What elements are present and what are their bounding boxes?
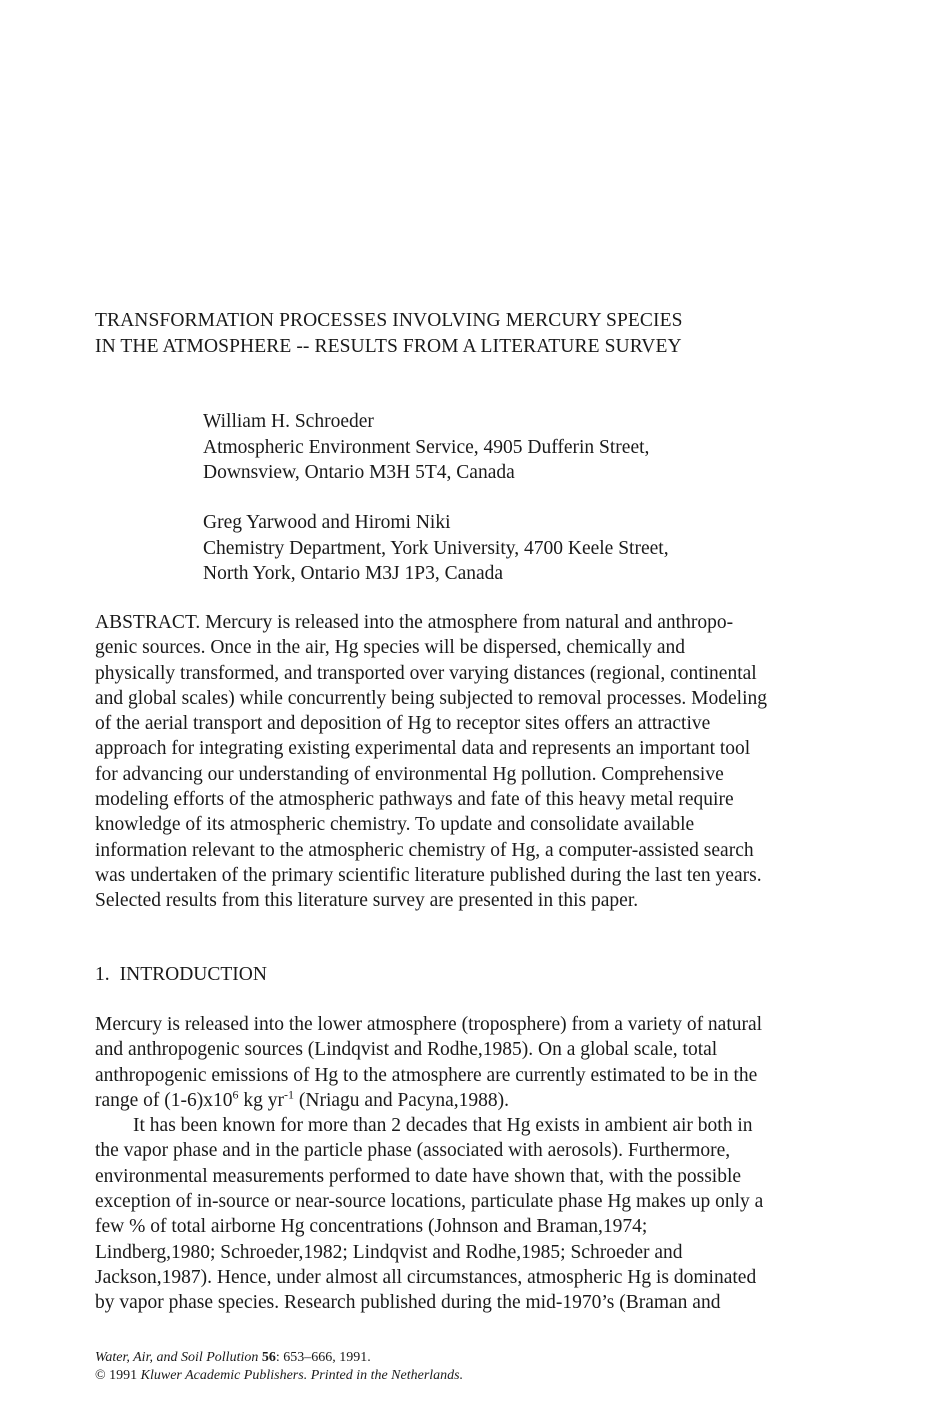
abstract-line: ABSTRACT. Mercury is released into the atmosphere from natural and anthropo- [95,612,734,633]
copyright-year: 1991 [109,1368,138,1383]
abstract-line: Selected results from this literature survey are presented in this paper. [95,890,639,912]
author-affiliation-line: Atmospheric Environment Service, 4905 Dufferin Street, [203,436,650,458]
section-number: 1. [95,964,110,985]
citation-line [95,1349,463,1367]
author-name: Greg Yarwood and Hiromi Niki [203,512,451,533]
abstract-line: genic sources. Once in the air, Hg species will be dispersed, chemically and [95,637,685,659]
copyright-line [95,1367,463,1385]
body-line: Jackson,1987). Hence, under almost all circumstances, atmospheric Hg is dominated [95,1266,757,1288]
body-line: the vapor phase and in the particle phase (associated with aerosols). Furthermore, [95,1140,731,1162]
title-line-1: TRANSFORMATION PROCESSES INVOLVING MERCURY SPECIES [95,310,683,331]
author-name: William H. Schroeder [203,411,374,432]
copyright-symbol: © [95,1368,106,1383]
title-line-2: IN THE ATMOSPHERE -- RESULTS FROM A LITERATURE SURVEY [95,336,682,357]
publisher: Kluwer Academic Publishers. Printed in the Netherlands. [140,1368,464,1383]
body-line: environmental measurements performed to date have shown that, with the possible [95,1165,742,1187]
body-line: by vapor phase species. Research published during the mid-1970’s (Braman and [95,1292,721,1314]
superscript: -1 [284,1087,295,1102]
author-block-1 [203,409,843,486]
journal-volume: 56 [261,1350,276,1365]
abstract-line: approach for integrating existing experimental data and represents an important tool [95,738,751,760]
body-line: few % of total airborne Hg concentrations (Johnson and Braman,1974; [95,1216,648,1238]
text-run: range of (1-6)x10 [95,1089,233,1111]
abstract-line: modeling efforts of the atmospheric pathways and fate of this heavy metal require [95,789,734,811]
section-title: INTRODUCTION [119,964,267,985]
author-affiliation-line: Chemistry Department, York University, 4700 Keele Street, [203,537,669,559]
body-line: Mercury is released into the lower atmosphere (troposphere) from a variety of natural [95,1014,763,1035]
author-affiliation-line: North York, Ontario M3J 1P3, Canada [203,563,504,584]
abstract [95,610,865,914]
journal-pages: : 653–666, 1991. [275,1350,371,1365]
paper-title [95,308,855,360]
text-run: kg yr [238,1089,285,1111]
body-line: exception of in-source or near-source locations, particulate phase Hg makes up only a [95,1191,764,1213]
author-block-2 [203,510,843,587]
superscript: 6 [232,1087,239,1102]
abstract-line: was undertaken of the primary scientific literature published during the last ten years. [95,864,762,886]
abstract-line: knowledge of its atmospheric chemistry. To update and consolidate available [95,814,695,836]
body-line: and anthropogenic sources (Lindqvist and Rodhe,1985). On a global scale, total [95,1039,718,1061]
journal-name: Water, Air, and Soil Pollution [95,1350,259,1365]
abstract-line: for advancing our understanding of environmental Hg pollution. Comprehensive [95,763,724,785]
abstract-line: of the aerial transport and deposition of Hg to receptor sites offers an attractive [95,713,711,735]
body-line: Lindberg,1980; Schroeder,1982; Lindqvist and Rodhe,1985; Schroeder and [95,1241,683,1263]
abstract-line: information relevant to the atmospheric chemistry of Hg, a computer-assisted search [95,839,754,861]
introduction-body [95,1012,865,1316]
abstract-line: physically transformed, and transported over varying distances (regional, continental [95,662,757,684]
author-affiliation-line: Downsview, Ontario M3H 5T4, Canada [203,462,515,483]
journal-footer [95,1349,463,1385]
abstract-line: and global scales) while concurrently being subjected to removal processes. Modeling [95,687,768,709]
section-heading [95,962,267,988]
body-line: It has been known for more than 2 decades that Hg exists in ambient air both in [133,1115,753,1137]
body-line: anthropogenic emissions of Hg to the atmosphere are currently estimated to be in the [95,1064,758,1086]
body-line-with-superscripts [95,1088,865,1113]
text-run: (Nriagu and Pacyna,1988). [294,1089,510,1111]
